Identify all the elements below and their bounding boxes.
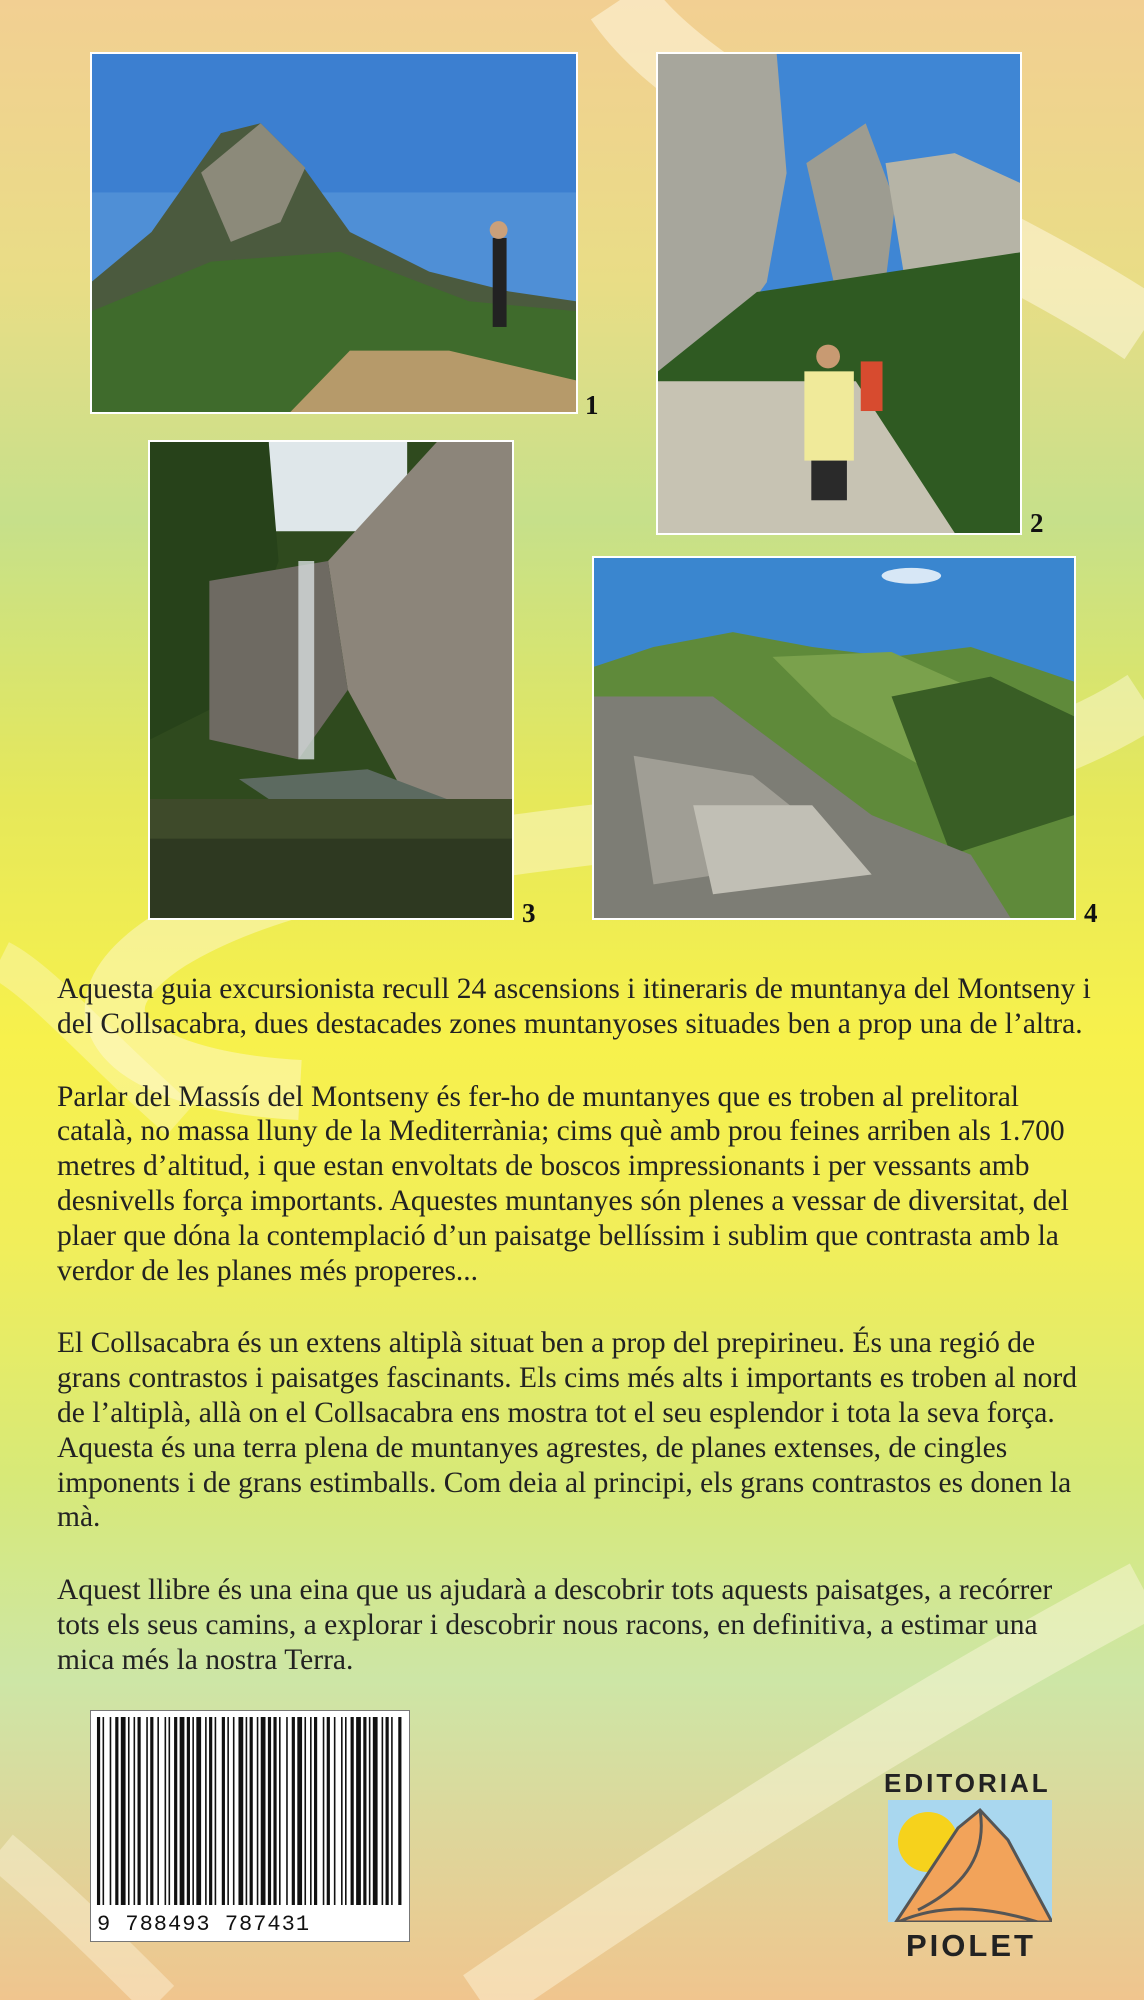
photo-4-rocky-ridge bbox=[592, 556, 1076, 920]
piolet-mountain-logo bbox=[888, 1800, 1052, 1922]
publisher-label-top: EDITORIAL bbox=[884, 1768, 1051, 1798]
photo-4-number: 4 bbox=[1084, 898, 1098, 928]
photo-3-number: 3 bbox=[522, 898, 536, 928]
isbn-barcode bbox=[90, 1710, 410, 1942]
paragraph-1: Aquesta guia excursionista recull 24 ascensions i itineraris de muntanya del Montseny i del Collsacabra, dues destacades zones muntanyoses situades ben a prop una de l’altra. bbox=[57, 973, 1091, 1040]
photo-3-waterfall bbox=[148, 440, 514, 920]
photo-1-number: 1 bbox=[585, 390, 599, 420]
publisher-label-bottom: PIOLET bbox=[906, 1928, 1036, 1963]
paragraph-4: Aquest llibre és una eina que us ajudarà a descobrir tots aquests paisatges, a recórrer tots els seus camins, a explorar i descobrir nous racons, en definitiva, a estimar una mica més la nostra Terra. bbox=[57, 1574, 1053, 1676]
photo-1-mountain-peak bbox=[90, 52, 578, 414]
photo-2-cliff-path bbox=[656, 52, 1022, 535]
paragraph-2: Parlar del Massís del Montseny és fer-ho de muntanyes que es troben al prelitoral català, no massa lluny de la Mediterrània; cims què amb prou feines arriben als 1.700 metres d’altitud, i que estan envoltats de boscos impressionants i per vessants amb desnivells força importants. Aquestes muntanyes són plenes a vessar de diversitat, del plaer que dóna la contemplació d’un paisatge bellíssim i sublim que contrasta amb la verdor de les planes més properes... bbox=[57, 1080, 1069, 1287]
paragraph-3: El Collsacabra és un extens altiplà situat ben a prop del prepirineu. És una regió de grans contrastos i paisatges fascinants. Els cims més alts i importants es troben al nord de l’altiplà, allà on el Collsacabra ens mostra tot el seu esplendor i tota la seva força. Aquesta és una terra plena de muntanyes agrestes, de planes extenses, de cingles imponents i de grans estimballs. Com deia al principi, els grans contrastos es donen la mà. bbox=[57, 1327, 1077, 1534]
photo-2-number: 2 bbox=[1030, 508, 1044, 538]
description-text bbox=[57, 972, 1093, 1716]
isbn-number: 9 788493 787431 bbox=[97, 1912, 311, 1937]
